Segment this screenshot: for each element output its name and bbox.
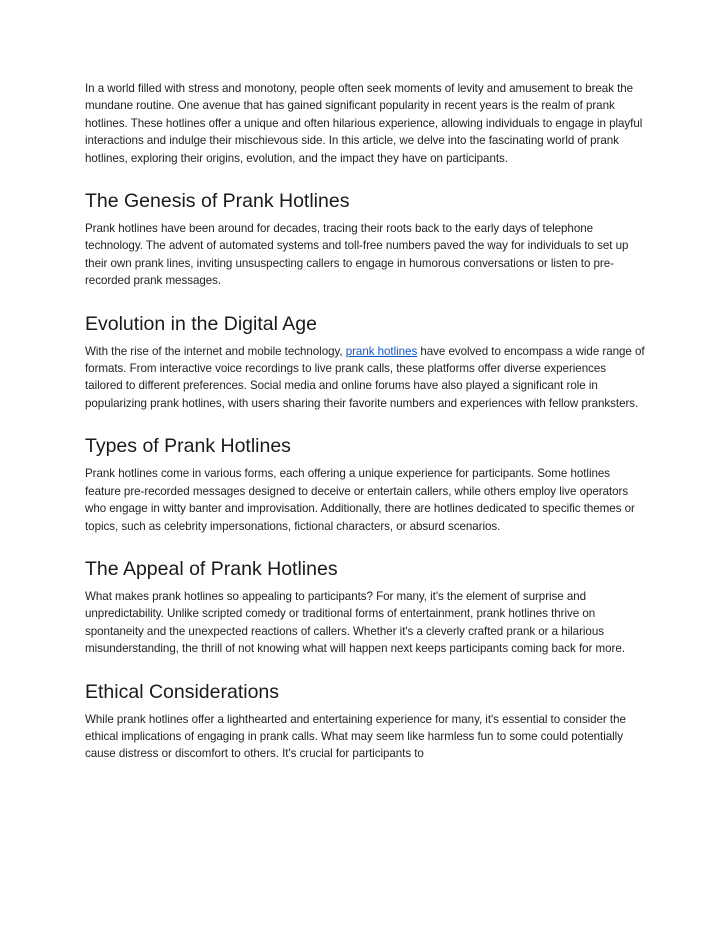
intro-paragraph: In a world filled with stress and monotony, people often seek moments of levity and amusement to break the mundane routine. One avenue that has gained significant popularity in recent years is the realm of prank hotlines. These hotlines offer a unique and often hilarious experience, allowing individuals to engage in playful interactions and indulge their mischievous side. In this article, we delve into the fascinating world of prank hotlines, exploring their origins, evolution, and the impact they have on participants. [85, 82, 643, 165]
section-paragraph-genesis: Prank hotlines have been around for decades, tracing their roots back to the early days of telephone technology. The advent of automated systems and toll-free numbers paved the way for individuals to set up their own prank lines, inviting unsuspecting callers to engage in humorous conversations or listen to pre-recorded prank messages. [85, 222, 629, 288]
section-heading-ethics: Ethical Considerations [85, 680, 280, 703]
section-paragraph-evolution [85, 343, 645, 413]
section-heading-appeal: The Appeal of Prank Hotlines [85, 557, 338, 580]
section-heading-types: Types of Prank Hotlines [85, 435, 291, 458]
section-paragraph-appeal: What makes prank hotlines so appealing to participants? For many, it's the element of surprise and unpredictability. Unlike scripted comedy or traditional forms of entertainment, prank hotlines thrive on spontaneity and the unexpected reactions of callers. Whether it's a cleverly crafted prank or a hilarious misunderstanding, the thrill of not knowing what will happen next keeps participants coming back for more. [85, 589, 625, 656]
section-paragraph-types: Prank hotlines come in various forms, each offering a unique experience for participants. Some hotlines feature pre-recorded messages designed to deceive or entertain callers, while others employ live operators who engage in witty banter and improvisation. Additionally, there are hotlines dedicated to specific themes or topics, such as celebrity impersonations, fictional characters, or absurd scenarios. [85, 467, 635, 533]
section-heading-evolution: Evolution in the Digital Age [85, 312, 317, 335]
prank-hotlines-link[interactable]: prank hotlines [345, 344, 418, 358]
evolution-text-end: have evolved to encompass a wide range of formats. From interactive voice recordings to live prank calls, these platforms offer diverse experiences tailored to different preferences. Social media and online forums have also played a significant role in popularizing prank hotlines, with users sharing their favorite numbers and experiences with fellow pranksters. [85, 344, 645, 410]
section-heading-genesis: The Genesis of Prank Hotlines [85, 190, 350, 213]
evolution-text-start: With the rise of the internet and mobile technology, [85, 344, 346, 358]
section-paragraph-ethics: While prank hotlines offer a lighthearted and entertaining experience for many, it's essential to consider the ethical implications of engaging in prank calls. What may seem like harmless fun to some could potentially cause distress or discomfort to others. It's crucial for participants to [85, 712, 626, 761]
article-body [85, 80, 645, 763]
